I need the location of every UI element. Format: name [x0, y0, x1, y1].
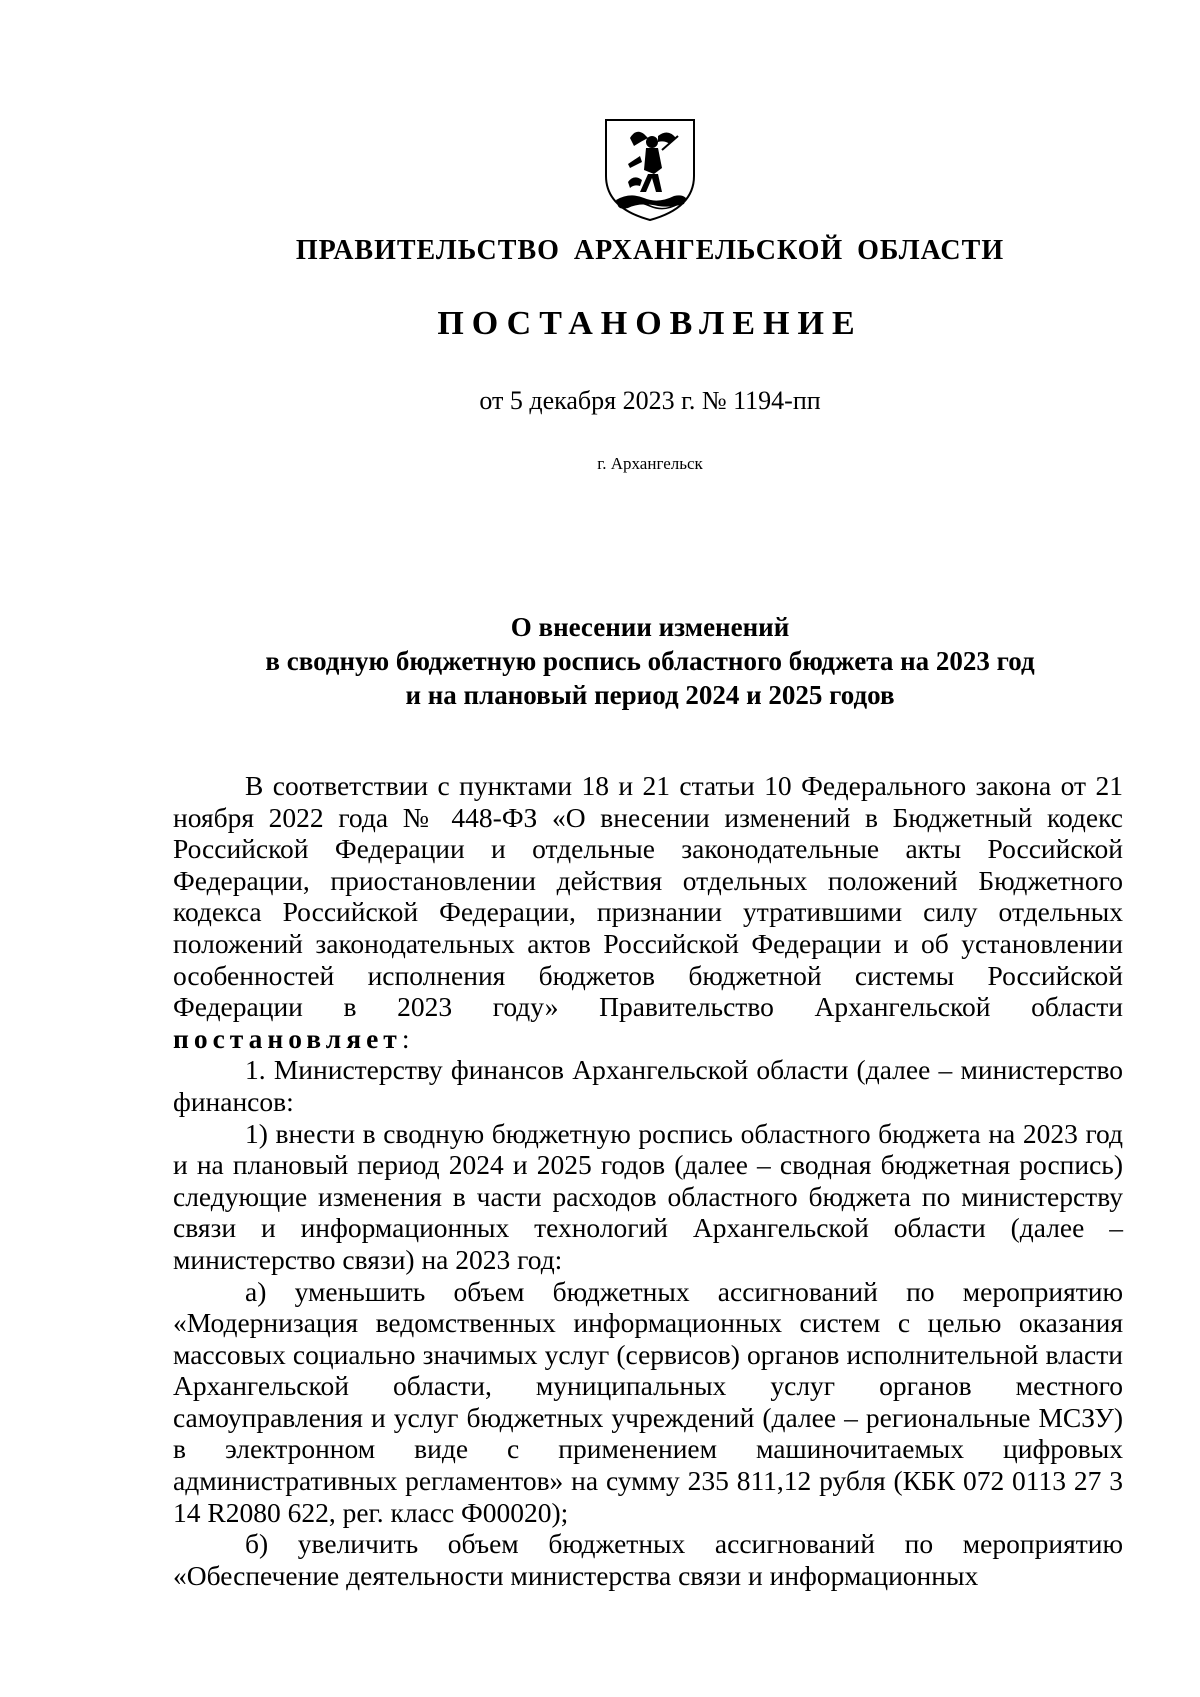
item-1-paragraph: 1. Министерству финансов Архангельской области (далее – министерство финансов: [173, 1054, 1123, 1117]
preamble-text: В соответствии с пунктами 18 и 21 статьи 10 Федерального закона от 21 ноября 2022 года № 448-ФЗ «О внесении изменений в Бюджетный кодекс Российской Федерации и отдельные законодательные акты Российской Федерации, приостановлении действия отдельных положений Бюджетного кодекса Российской Федерации, признании утратившими силу отдельных положений законодательных актов Российской Федерации и об установлении особенностей исполнения бюджетов бюджетной системы Российской Федерации в 2023 году» Правительство Архангельской области [173, 770, 1123, 1023]
item-b-paragraph: б) увеличить объем бюджетных ассигнований по мероприятию «Обеспечение деятельности министерства связи и информационных [173, 1528, 1123, 1591]
subject-line: О внесении изменений [510, 612, 790, 642]
decision-word: постановляет [173, 1022, 402, 1054]
document-date-number: от 5 декабря 2023 г. № 1194-пп [479, 386, 821, 415]
document-city: г. Архангельск [597, 454, 703, 473]
item-a-paragraph: а) уменьшить объем бюджетных ассигнований по мероприятию «Модернизация ведомственных информационных систем с целью оказания массовых социально значимых услуг (сервисов) органов исполнительной власти Архангельской области, муниципальных услуг органов местного самоуправления и услуг бюджетных учреждений (далее – региональные МСЗУ) в электронном виде с применением машиночитаемых цифровых административных регламентов» на сумму 235 811,12 рубля (КБК 072 0113 27 3 14 R2080 622, рег. класс Ф00020); [173, 1275, 1123, 1528]
document-type: ПОСТАНОВЛЕНИЕ [437, 305, 863, 342]
coat-of-arms-icon [600, 116, 700, 224]
item-1-1-paragraph: 1) внести в сводную бюджетную роспись областного бюджета на 2023 год и на плановый период 2024 и 2025 годов (далее – сводная бюджетная роспись) следующие изменения в части расходов областного бюджета по министерству связи и информационных технологий Архангельской области (далее – министерство связи) на 2023 год: [173, 1117, 1123, 1275]
preamble-paragraph [173, 770, 1123, 1054]
government-title: ПРАВИТЕЛЬСТВО АРХАНГЕЛЬСКОЙ ОБЛАСТИ [295, 235, 1005, 266]
document-body [173, 770, 1123, 1591]
subject-line: и на плановый период 2024 и 2025 годов [405, 680, 895, 710]
document-subject [150, 610, 1150, 712]
preamble-end: : [401, 1022, 410, 1054]
subject-line: в сводную бюджетную роспись областного бюджета на 2023 год [265, 646, 1035, 676]
